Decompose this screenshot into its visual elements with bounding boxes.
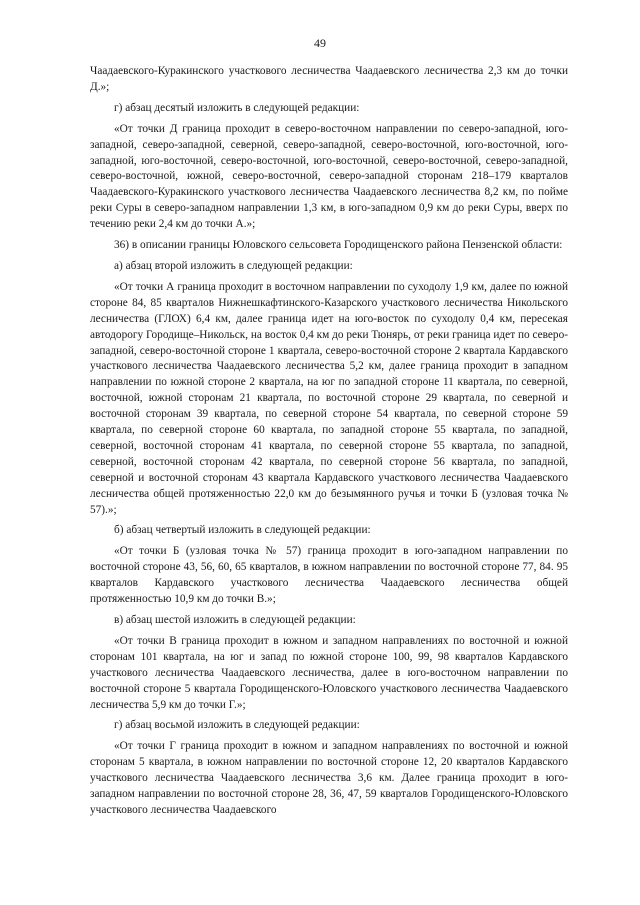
paragraph-quote-point-b: «От точки Б (узловая точка № 57) граница проходит в юго-западном направлении по восточной стороне 43, 56, 60, 65 кварталов, в южном направлении по восточной стороне 77, 84. 95 кварталов Кардавского участкового лесничества Чаадаевского лесничества общей протяженностью 10,9 км до точки В.»; (90, 545, 568, 606)
paragraph-quote-point-a: «От точки А граница проходит в восточном направлении по суходолу 1,9 км, далее по южной стороне 84, 85 кварталов Нижнешкафтинского-Казарского участкового лесничества Никольского лесничества (ГЛОХ) 6,4 км, далее граница идет на юго-восток по суходолу 0,4 км, пересекая автодорогу Городище–Никольск, на восток 0,4 км до реки Тюнярь, от реки граница идет по северо-западной, северо-восточной стороне 1 квартала, северо-восточной стороне 2 квартала Кардавского участкового лесничества Чаадаевского лесничества 5,2 км, далее граница проходит в западном направлении по южной стороне 2 квартала, на юг по западной стороне 11 квартала, по северной, восточной, южной сторонам 21 квартала, по восточной стороне 29 квартала, по северной и восточной сторонам 39 квартала, по северной стороне 54 квартала, по северной стороне 59 квартала, по северной стороне 60 квартала, по западной стороне 55 квартала, по западной, северной, восточной сторонам 41 квартала, по северной стороне 55 квартала, по западной, северной, восточной сторонам 42 квартала, по северной стороне 56 квартала, по западной, северной и восточной сторонам 43 квартала Кардавского участкового лесничества Чаадаевского лесничества общей протяженностью 22,0 км до безымянного ручья и точки Б (узловая точка № 57).»; (90, 280, 568, 516)
paragraph-amendment-v: в) абзац шестой изложить в следующей редакции: (114, 614, 356, 626)
paragraph-quote-point-g: «От точки Г граница проходит в южном и западном направлениях по восточной и южной сторонам 5 квартала, в южном направлении по восточной стороне 12, 20 кварталов Кардавского участкового лесничества Чаадаевского лесничества 3,6 км. Далее граница проходит в юго-западном направлении по восточной стороне 28, 36, 47, 59 кварталов Городищенского-Юловского участкового лесничества Чаадаевского (90, 740, 568, 816)
paragraph-amendment-g2: г) абзац восьмой изложить в следующей редакции: (114, 719, 360, 732)
paragraph-amendment-b: б) абзац четвертый изложить в следующей редакции: (114, 524, 371, 537)
paragraph-amendment-g: г) абзац десятый изложить в следующей редакции: (114, 101, 360, 114)
paragraph-quote-point-v: «От точки В граница проходит в южном и западном направлениях по восточной и южной сторонам 101 квартала, на юг и запад по южной стороне 100, 99, 98 кварталов Кардавского участкового лесничества Чаадаевского лесничества, далее в юго-восточном направлении по восточной стороне 5 квартала Городищенского-Юловского участкового лесничества Чаадаевского лесничества 5,9 км до точки Г.»; (90, 634, 568, 711)
page-number: 49 (314, 36, 326, 50)
paragraph-item-36: 36) в описании границы Юловского сельсовета Городищенского района Пензенской области: (114, 239, 563, 252)
paragraph-amendment-a: а) абзац второй изложить в следующей редакции: (114, 259, 353, 272)
paragraph-quote-point-d: «От точки Д граница проходит в северо-восточном направлении по северо-западной, юго-западной, северо-западной, северной, северо-западной, северо-восточной, юго-восточной, юго-западной, юго-восточной, северо-восточной, юго-восточной, северо-восточной, северо-западной, северо-восточной, южной, северо-восточной, северо-западной сторонам 218–179 кварталов Чаадаевского-Куракинского участкового лесничества Чаадаевского лесничества 8,2 км, по пойме реки Суры в северо-западном направлении 1,3 км, в юго-западном 0,9 км до реки Суры, вверх по течению реки 2,4 км до точки А.»; (90, 122, 568, 231)
document-body (90, 64, 568, 824)
paragraph-continuation: Чаадаевского-Куракинского участкового лесничества Чаадаевского лесничества 2,3 км до точки Д.»; (90, 65, 568, 93)
